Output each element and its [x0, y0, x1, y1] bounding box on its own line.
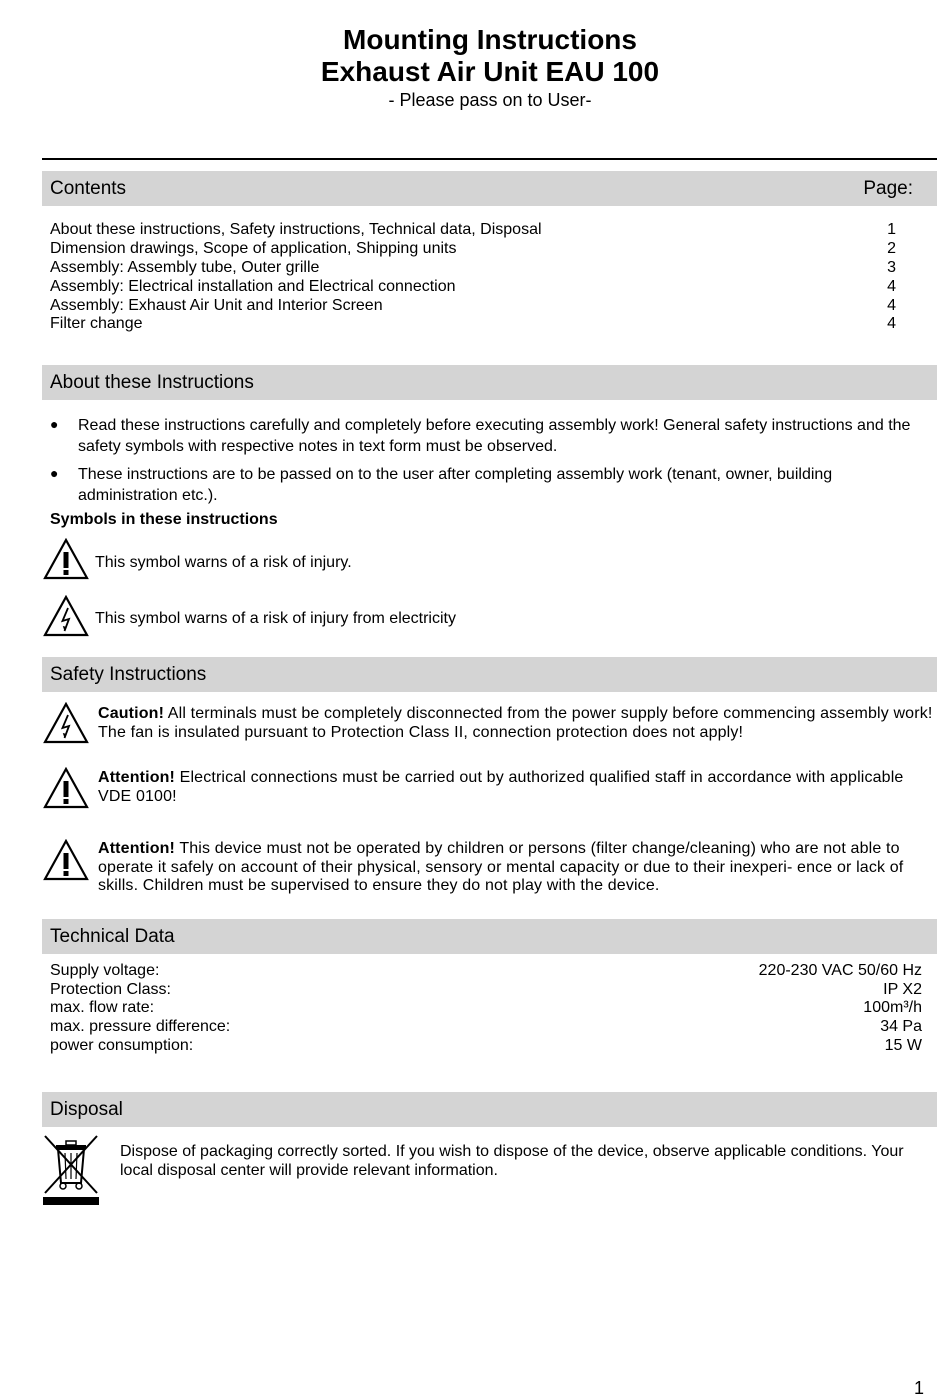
contents-row-page: 4: [887, 297, 896, 314]
disposal-heading: Disposal: [50, 1099, 123, 1120]
technical-row: [50, 1017, 922, 1036]
crossed-out-wheelie-bin-icon: [42, 1133, 100, 1207]
safety-instruction: [98, 705, 936, 742]
about-bullet-text: Read these instructions carefully and completely before executing assembly work! General safety instructions and the safety symbols with respective notes in text form must be observed.: [78, 417, 911, 455]
technical-value: 15 W: [884, 1037, 922, 1054]
contents-row-label: Dimension drawings, Scope of application, Shipping units: [50, 240, 457, 257]
document-title-line2: Exhaust Air Unit EAU 100: [320, 56, 660, 87]
safety-instruction: [98, 769, 936, 806]
technical-label: max. flow rate:: [50, 999, 155, 1016]
safety-heading-bar: [42, 657, 937, 692]
contents-row-page: 4: [887, 278, 896, 295]
technical-label: Protection Class:: [50, 981, 171, 998]
technical-label: Supply voltage:: [50, 962, 160, 979]
technical-value: IP X2: [883, 981, 922, 998]
technical-label: power consumption:: [50, 1037, 194, 1054]
safety-body: This device must not be operated by children or persons (filter change/cleaning) who are not able to operate it safely on account of their physical, sensory or mental capacity or due to their inexperi- ence or lack of skills. Children must be supervised to ensure they do not play with the device.: [98, 840, 904, 894]
symbol-description: This symbol warns of a risk of injury from electricity: [95, 610, 456, 627]
electric-hazard-icon: [43, 595, 89, 637]
contents-row-page: 2: [887, 240, 896, 257]
contents-row-label: Assembly: Assembly tube, Outer grille: [50, 259, 320, 276]
contents-row-label: About these instructions, Safety instructions, Technical data, Disposal: [50, 221, 542, 238]
safety-heading: Safety Instructions: [50, 664, 207, 685]
contents-row-page: 1: [887, 221, 896, 238]
contents-row-page: 4: [887, 315, 896, 332]
about-bullet-text: These instructions are to be passed on to the user after completing assembly work (tenant, owner, building administration etc.).: [78, 466, 833, 504]
contents-row: [50, 220, 896, 239]
contents-row-page: 3: [887, 259, 896, 276]
contents-heading-bar: [42, 171, 937, 206]
safety-lead: Attention!: [98, 840, 176, 857]
technical-row: [50, 980, 922, 999]
symbols-heading: Symbols in these instructions: [50, 511, 278, 528]
contents-row-label: Assembly: Exhaust Air Unit and Interior Screen: [50, 297, 383, 314]
disposal-heading-bar: [42, 1092, 937, 1127]
bullet-icon: ●: [50, 465, 59, 481]
contents-heading: Contents: [50, 178, 127, 199]
contents-row-label: Filter change: [50, 315, 143, 332]
contents-row: [50, 258, 896, 277]
technical-value: 34 Pa: [880, 1018, 922, 1035]
document-subtitle: - Please pass on to User-: [388, 90, 592, 110]
technical-row: [50, 1036, 922, 1055]
contents-row: [50, 314, 896, 333]
about-heading-bar: [42, 365, 937, 400]
safety-lead: Caution!: [98, 705, 165, 722]
warning-exclamation-icon: [43, 839, 89, 881]
technical-heading: Technical Data: [50, 926, 175, 947]
safety-instruction: [98, 840, 936, 896]
technical-value: 220-230 VAC 50/60 Hz: [758, 962, 922, 979]
symbol-description: This symbol warns of a risk of injury.: [95, 554, 352, 571]
electric-hazard-icon: [43, 702, 89, 744]
technical-heading-bar: [42, 919, 937, 954]
disposal-text: Dispose of packaging correctly sorted. If you wish to dispose of the device, observe applicable conditions. Your local disposal center will provide relevant information.: [120, 1143, 904, 1179]
contents-row: [50, 296, 896, 315]
contents-row: [50, 239, 896, 258]
technical-row: [50, 998, 922, 1017]
technical-row: [50, 961, 922, 980]
safety-body: Electrical connections must be carried out by authorized qualified staff in accordance with applicable VDE 0100!: [98, 769, 904, 805]
safety-body: All terminals must be completely disconnected from the power supply before commencing assembly work! The fan is insulated pursuant to Protection Class II, connection protection does not apply!: [98, 705, 933, 741]
warning-exclamation-icon: [43, 538, 89, 580]
document-title-line1: Mounting Instructions: [343, 24, 637, 55]
safety-lead: Attention!: [98, 769, 176, 786]
bullet-icon: ●: [50, 416, 59, 432]
contents-row: [50, 277, 896, 296]
page-number: 1: [914, 1378, 925, 1398]
about-heading: About these Instructions: [50, 372, 254, 393]
contents-page-heading: Page:: [863, 178, 913, 199]
contents-row-label: Assembly: Electrical installation and Electrical connection: [50, 278, 456, 295]
header-divider: [42, 158, 937, 160]
technical-label: max. pressure difference:: [50, 1018, 231, 1035]
technical-value: 100m³/h: [863, 999, 922, 1016]
warning-exclamation-icon: [43, 767, 89, 809]
